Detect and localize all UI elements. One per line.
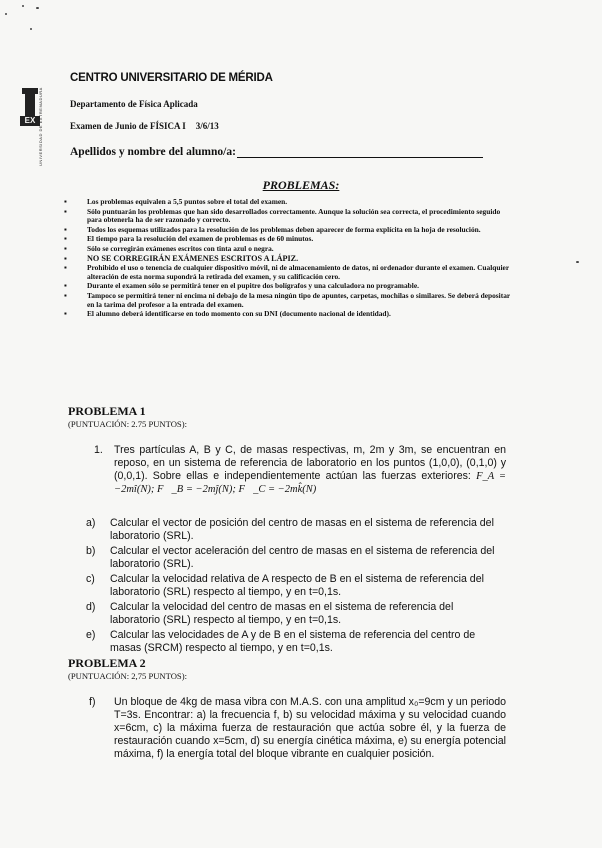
problem1-part — [86, 573, 506, 599]
department-name: Departamento de Física Aplicada — [70, 99, 198, 109]
part-text: Calcular la velocidad del centro de masas en el sistema de referencia del laboratorio (SRL) respecto al tiempo, y en t=0,1s. — [110, 601, 454, 626]
part-label: d) — [86, 601, 96, 613]
part-text: Calcular las velocidades de A y de B en el sistema de referencia del centro de masas (SRCM) respecto al tiempo, y en t=0,1s. — [110, 629, 476, 654]
problems-heading-text: PROBLEMAS: — [262, 178, 340, 192]
rule-item: ▪ Todos los esquemas utilizados para la resolución de los problemas deben aparecer de forma explícita en la hoja de resolución. — [64, 226, 512, 235]
problem1-title: PROBLEMA 1 — [68, 404, 146, 418]
student-name-row — [70, 145, 483, 158]
exam-rules-list — [64, 198, 512, 320]
exam-title — [70, 121, 219, 131]
problem1-forces: F_A = −2mî(N); F⃗_B = −2mĵ(N); F⃗_C = −2mk̂(N) — [114, 471, 506, 495]
part-text: Calcular el vector aceleración del centro de masas en el sistema de referencia del laboratorio (SRL). — [110, 545, 495, 570]
part-label: e) — [86, 629, 96, 641]
rule-item: ▪ Durante el examen sólo se permitirá tener en el pupitre dos bolígrafos y una calculadora no programable. — [64, 282, 512, 291]
problem1-part — [86, 517, 506, 543]
part-label: a) — [86, 517, 96, 529]
problem1-statement-text: Tres partículas A, B y C, de masas respectivas, m, 2m y 3m, se encuentran en reposo, en un sistema de referencia de laboratorio en los puntos (1,0,0), (0,1,0) y (0,0,1). Sobre ellas e independientemente actúan las fuerzas exteriores: — [114, 444, 506, 482]
logo-vertical-text: UNIVERSIDAD DE EXTREMADURA — [38, 87, 43, 166]
rule-item: ▪ Sólo puntuarán los problemas que han sido desarrollados correctamente. Aunque la solución sea correcta, el procedimiento seguido para obtenerla ha de ser razonado y correcto. — [64, 208, 512, 225]
problem1-part — [86, 545, 506, 571]
problems-heading — [0, 178, 602, 193]
problem2-statement-text: Un bloque de 4kg de masa vibra con M.A.S. con una amplitud x₀=9cm y un periodo T=3s. Encontrar: a) la frecuencia f, b) su velocidad máxima y su velocidad cuando x=6cm, c) la máxima fuerza de restauración que actúa sobre él, y la fuerza de restauración cuando x=5cm, d) su energía cinética máxima, e) su energía potencial máxima, f) la energía total del bloque vibrante en cualquier posición. — [114, 696, 506, 760]
problem2-statement — [89, 696, 506, 761]
problem1-parts — [86, 517, 506, 657]
student-name-field[interactable] — [237, 145, 483, 158]
problem2-label: f) — [89, 696, 96, 708]
problem2-title: PROBLEMA 2 — [68, 656, 146, 670]
problem2-score: (PUNTUACIÓN: 2,75 PUNTOS): — [68, 671, 187, 681]
student-name-label: Apellidos y nombre del alumno/a: — [70, 146, 236, 158]
rule-item: ▪ El alumno deberá identificarse en todo momento con su DNI (documento nacional de identidad). — [64, 310, 512, 319]
part-text: Calcular la velocidad relativa de A respecto de B en el sistema de referencia del laboratorio (SRL) respecto al tiempo, y en t=0,1s. — [110, 573, 484, 598]
university-logo — [18, 74, 44, 166]
exam-name: Examen de Junio de FÍSICA I — [70, 121, 186, 131]
logo-mark: EX — [20, 116, 40, 126]
rule-item: ▪ NO SE CORREGIRÁN EXÁMENES ESCRITOS A LÁPIZ. — [64, 255, 512, 264]
part-label: b) — [86, 545, 96, 557]
part-text: Calcular el vector de posición del centro de masas en el sistema de referencia del laboratorio (SRL). — [110, 517, 494, 542]
exam-date: 3/6/13 — [195, 121, 219, 131]
rule-item: ▪ Sólo se corregirán exámenes escritos con tinta azul o negra. — [64, 245, 512, 254]
rule-item: ▪ Tampoco se permitirá tener ni encima ni debajo de la mesa ningún tipo de apuntes, carpetas, mochilas o similares. Se deberá depositar en la tarima del profesor a la entrada del examen. — [64, 292, 512, 309]
rule-item: ▪ Prohibido el uso o tenencia de cualquier dispositivo móvil, ni de almacenamiento de datos, ni ordenador durante el examen. Cualquier alteración de esta norma supondrá la retirada del examen, y su calificación cero. — [64, 264, 512, 281]
part-label: c) — [86, 573, 95, 585]
problem1-number: 1. — [94, 444, 103, 456]
problem1-part — [86, 601, 506, 627]
rule-item: ▪ Los problemas equivalen a 5,5 puntos sobre el total del examen. — [64, 198, 512, 207]
rule-item: ▪ El tiempo para la resolución del examen de problemas es de 60 minutos. — [64, 235, 512, 244]
university-name: CENTRO UNIVERSITARIO DE MÉRIDA — [70, 72, 273, 84]
problem1-statement — [94, 444, 506, 496]
problem1-part — [86, 629, 506, 655]
problem1-score: (PUNTUACIÓN: 2.75 PUNTOS): — [68, 419, 187, 429]
